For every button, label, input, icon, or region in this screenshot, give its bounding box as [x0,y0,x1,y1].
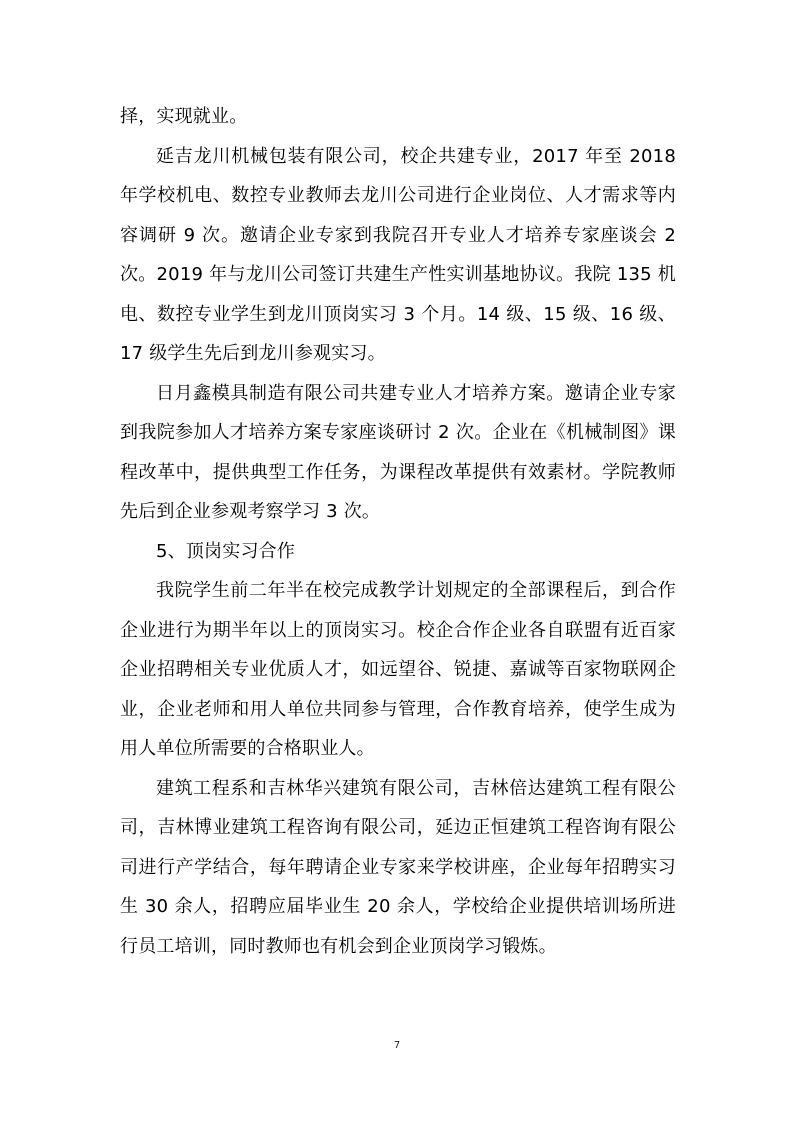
paragraph-longchuan: 延吉龙川机械包装有限公司，校企共建专业，2017 年至 2018 年学校机电、数控专业教师去龙川公司进行企业岗位、人才需求等内容调研 9 次。邀请企业专家到我院召开专业人才培养专家座谈会 2 次。2019 年与龙川公司签订共建生产性实训基地协议。我院 135 机电、数控专业学生到龙川顶岗实习 3 个月。14 级、15 级、16 级、17 级学生先后到龙川参观实习。 [120,145,676,364]
document-body [120,97,676,966]
section-heading-internship: 5、顶岗实习合作 [156,540,296,562]
paragraph-continuation: 择，实现就业。 [120,106,248,127]
paragraph-riyuexin: 日月鑫模具制造有限公司共建专业人才培养方案。邀请企业专家到我院参加人才培养方案专家座谈研讨 2 次。企业在《机械制图》课程改革中，提供典型工作任务，为课程改革提供有效素材。学院教师先后到企业参观考察学习 3 次。 [120,382,676,522]
paragraph-construction: 建筑工程系和吉林华兴建筑有限公司，吉林倍达建筑工程有限公司，吉林博业建筑工程咨询有限公司，延边正恒建筑工程咨询有限公司进行产学结合，每年聘请企业专家来学校讲座，企业每年招聘实习生 30 余人，招聘应届毕业生 20 余人，学校给企业提供培训场所进行员工培训，同时教师也有机会到企业顶岗学习锻炼。 [120,777,676,957]
paragraph-internship: 我院学生前二年半在校完成教学计划规定的全部课程后，到合作企业进行为期半年以上的顶岗实习。校企合作企业各自联盟有近百家企业招聘相关专业优质人才，如远望谷、锐捷、嘉诚等百家物联网企业，企业老师和用人单位共同参与管理，合作教育培养，使学生成为用人单位所需要的合格职业人。 [120,580,676,759]
page-number: 7 [393,1040,401,1051]
